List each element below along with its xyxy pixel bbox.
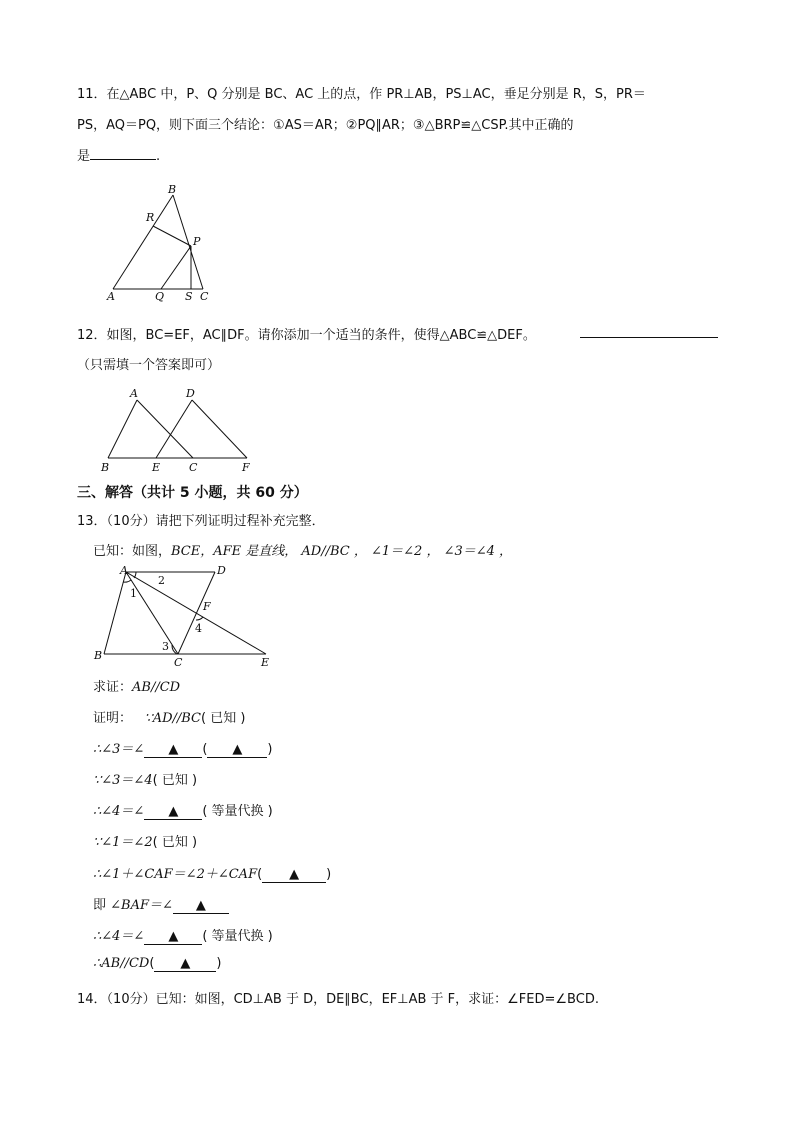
q14-text: 14．（10分）已知：如图，CD⊥AB 于 D，DE∥BC，EF⊥AB 于 F，求证：∠FED=∠BCD. (77, 992, 599, 1007)
q13-step8 (93, 925, 273, 945)
q12-line2: （只需填一个答案即可） (77, 358, 221, 373)
q12-seg-ab (108, 400, 137, 458)
q12-label-a: A (130, 387, 138, 400)
q13-step6: ∴∠1＋∠CAF＝∠2＋∠CAF( ▲ ) (93, 867, 332, 882)
q11-line3-prefix: 是 (77, 149, 91, 164)
q11-line3 (77, 145, 160, 164)
q13-label-c: C (174, 656, 183, 669)
q13-step2-reason-blank[interactable]: ▲ (207, 743, 267, 758)
q12-label-f: F (242, 461, 250, 474)
q13-step4-blank[interactable]: ▲ (144, 805, 202, 820)
q13-proof-label: 证明： (93, 711, 133, 726)
q13-step2-math: ∴∠3＝∠ (93, 742, 145, 757)
q12-seg-de (156, 400, 192, 458)
q11-label-r: R (146, 211, 155, 224)
q13-step4-reason: ( 等量代换 ) (202, 804, 273, 819)
q12-answer-blank[interactable] (580, 325, 718, 338)
q13-step6-reason-blank[interactable]: ▲ (262, 868, 326, 883)
q11-line2: PS，AQ＝PQ，则下面三个结论：①AS＝AR；②PQ∥AR；③△BRP≌△CSP.其中正确的 (77, 118, 574, 133)
q13-label-2: 2 (158, 574, 165, 587)
q13-step7 (93, 894, 229, 914)
q13-step9: ∴AB//CD( ▲ ) (93, 956, 222, 971)
q13-step1-reason: ( 已知 ) (201, 711, 246, 726)
q12-label-e: E (152, 461, 161, 474)
q13-seg-ab (104, 572, 126, 654)
q13-label-a: A (120, 564, 128, 577)
q11-label-p: P (193, 235, 201, 248)
q12-line1-text: 12．如图，BC=EF，AC∥DF。请你添加一个适当的条件，使得△ABC≌△DEF。 (77, 328, 536, 343)
q13-step7-prefix: 即 (93, 898, 111, 913)
q11-label-c: C (200, 290, 209, 303)
q13-step4-math: ∴∠4＝∠ (93, 804, 145, 819)
q13-arc-2 (134, 572, 136, 578)
q13-step8-reason: ( 等量代换 ) (202, 929, 273, 944)
q12-line1 (77, 324, 536, 343)
q13-step6-math: ∴∠1＋∠CAF＝∠2＋∠CAF (93, 867, 258, 882)
q13-label-e: E (261, 656, 270, 669)
q13-prove (93, 676, 180, 695)
q13-step7-blank[interactable]: ▲ (173, 899, 229, 914)
q11-line3-suffix: . (156, 149, 161, 164)
q11-seg-ab (113, 195, 173, 289)
q12-seg-df (192, 400, 247, 458)
q11-figure (100, 183, 220, 303)
q13-label-f: F (203, 600, 211, 613)
q13-arc-4 (196, 617, 203, 620)
q12-label-d: D (186, 387, 195, 400)
q13-step3-reason: ( 已知 ) (152, 773, 198, 788)
q13-figure (90, 562, 280, 672)
q13-step8-math: ∴∠4＝∠ (93, 929, 145, 944)
q11-seg-pr (153, 226, 191, 246)
q13-step9-math: ∴AB//CD (93, 956, 150, 971)
q13-seg-ac (126, 572, 178, 654)
q13-step2: ∴∠3＝∠ ▲ ( ▲ ) (93, 742, 273, 757)
q13-given-prefix: 已知：如图， (93, 544, 172, 559)
q13-step9-reason-blank[interactable]: ▲ (154, 957, 216, 972)
q12-label-c: C (189, 461, 198, 474)
q13-step3-math: ∵∠3＝∠4 (93, 773, 153, 788)
q13-seg-ae (126, 572, 266, 654)
q13-label-3: 3 (162, 640, 169, 653)
q13-label-1: 1 (130, 587, 137, 600)
q11-answer-blank[interactable] (90, 147, 156, 160)
q13-step8-blank[interactable]: ▲ (144, 930, 202, 945)
q11-label-b: B (168, 183, 177, 196)
q13-given (93, 540, 512, 559)
q11-label-q: Q (155, 290, 165, 303)
q12-label-b: B (101, 461, 110, 474)
q13-prove-label: 求证： (93, 680, 133, 695)
q13-step2-blank[interactable]: ▲ (144, 743, 202, 758)
q13-step7-math: ∠BAF＝∠ (110, 898, 173, 913)
q13-step5 (93, 831, 197, 850)
q13-prove-math: AB//CD (132, 680, 181, 695)
q13-step3 (93, 769, 197, 788)
q13-given-math: BCE，AFE 是直线， AD//BC ， ∠1＝∠2 ， ∠3＝∠4 ， (171, 544, 513, 559)
q13-step5-math: ∵∠1＝∠2 (93, 835, 153, 850)
q13-intro: 13．（10分）请把下列证明过程补充完整． (77, 514, 325, 529)
q13-step5-reason: ( 已知 ) (152, 835, 198, 850)
q13-label-d: D (217, 564, 226, 577)
section3-title: 三、解答（共计 5 小题，共 60 分） (77, 485, 308, 501)
q11-line1: 11．在△ABC 中，P、Q 分别是 BC、AC 上的点，作 PR⊥AB，PS⊥AC，垂足分别是 R，S，PR＝ (77, 87, 646, 102)
q13-step4 (93, 800, 273, 820)
q13-label-4: 4 (195, 622, 202, 635)
q12-figure (95, 385, 265, 475)
q13-step1-math: ∵AD//BC (144, 711, 202, 726)
q11-label-a: A (107, 290, 115, 303)
q12-seg-ac (137, 400, 193, 458)
q13-step1 (93, 707, 245, 726)
q11-seg-pq (161, 246, 191, 289)
q11-label-s: S (185, 290, 193, 303)
q13-label-b: B (94, 649, 103, 662)
